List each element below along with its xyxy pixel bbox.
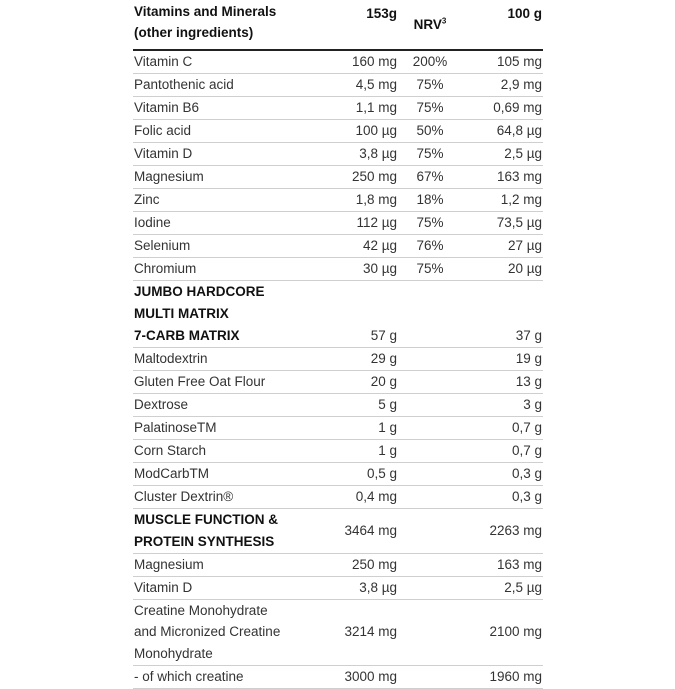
- serving-value: 29 g: [328, 348, 398, 371]
- serving-value: 112 µg: [328, 212, 398, 235]
- subsection-title: 7-CARB MATRIX: [133, 325, 328, 348]
- header-nrv: NRV$^3$: [398, 0, 462, 50]
- nrv-value: 75%: [398, 212, 462, 235]
- per100-value: 1960 mg: [462, 665, 543, 688]
- table-row: [133, 665, 543, 688]
- table-row: [133, 166, 543, 189]
- serving-value: 3,8 µg: [328, 143, 398, 166]
- header-per-100g: 100 g: [462, 0, 543, 50]
- nrv-value: 75%: [398, 258, 462, 281]
- ingredient-name: Cluster Dextrin®: [133, 486, 328, 509]
- serving-value: 250 mg: [328, 553, 398, 576]
- per100-value: 2100 mg: [462, 599, 543, 665]
- table-row: [133, 553, 543, 576]
- ingredient-name: Folic acid: [133, 120, 328, 143]
- nrv-value: 67%: [398, 166, 462, 189]
- section-title-row: [133, 281, 543, 304]
- section-title-line1: JUMBO HARDCORE: [134, 284, 265, 299]
- per100-value: 0,3 g: [462, 463, 543, 486]
- section-title-line2: MULTI MATRIX: [134, 306, 229, 321]
- table-row: [133, 417, 543, 440]
- per100-value: 163 mg: [462, 553, 543, 576]
- serving-value: 5 g: [328, 394, 398, 417]
- per100-value: 73,5 µg: [462, 212, 543, 235]
- table-row: [133, 258, 543, 281]
- table-row: [133, 576, 543, 599]
- ingredient-name: Maltodextrin: [133, 348, 328, 371]
- per100-value: 19 g: [462, 348, 543, 371]
- per100-value: 1,2 mg: [462, 189, 543, 212]
- subsection-title-row: [133, 325, 543, 348]
- nrv-value: 18%: [398, 189, 462, 212]
- nutrition-table-container: [133, 0, 543, 689]
- serving-value: 0,5 g: [328, 463, 398, 486]
- section-title-row: [133, 303, 543, 325]
- ingredient-name: Magnesium: [133, 553, 328, 576]
- table-row: [133, 463, 543, 486]
- serving-value: 160 mg: [328, 50, 398, 74]
- nrv-value: 76%: [398, 235, 462, 258]
- serving-value: 20 g: [328, 371, 398, 394]
- section-title-row: [133, 509, 543, 554]
- serving-value: 3464 mg: [328, 509, 398, 554]
- ingredient-name: Gluten Free Oat Flour: [133, 371, 328, 394]
- ingredient-name: - of which creatine: [133, 665, 328, 688]
- serving-value: 1 g: [328, 417, 398, 440]
- ingredient-name: Corn Starch: [133, 440, 328, 463]
- table-header-row: [133, 0, 543, 50]
- serving-value: 3,8 µg: [328, 576, 398, 599]
- per100-value: 2,5 µg: [462, 576, 543, 599]
- nutrition-table: [133, 0, 543, 689]
- per100-value: 0,3 g: [462, 486, 543, 509]
- ingredient-name: Dextrose: [133, 394, 328, 417]
- serving-value: 4,5 mg: [328, 74, 398, 97]
- table-row: [133, 50, 543, 74]
- serving-value: 250 mg: [328, 166, 398, 189]
- table-row: [133, 143, 543, 166]
- per100-value: 0,69 mg: [462, 97, 543, 120]
- per100-value: 105 mg: [462, 50, 543, 74]
- section-title: MUSCLE FUNCTION & PROTEIN SYNTHESIS: [133, 509, 328, 554]
- per100-value: 0,7 g: [462, 440, 543, 463]
- table-row: [133, 599, 543, 665]
- ingredient-name: Iodine: [133, 212, 328, 235]
- per100-value: 20 µg: [462, 258, 543, 281]
- ingredient-name: Zinc: [133, 189, 328, 212]
- ingredient-name: Vitamin D: [133, 143, 328, 166]
- table-row: [133, 212, 543, 235]
- per100-value: 13 g: [462, 371, 543, 394]
- serving-value: 0,4 mg: [328, 486, 398, 509]
- per100-value: 163 mg: [462, 166, 543, 189]
- per100-value: 64,8 µg: [462, 120, 543, 143]
- nrv-value: 75%: [398, 74, 462, 97]
- table-row: [133, 97, 543, 120]
- serving-value: 3214 mg: [328, 599, 398, 665]
- serving-value: 1,1 mg: [328, 97, 398, 120]
- ingredient-name: Pantothenic acid: [133, 74, 328, 97]
- nrv-footnote-marker: 3: [441, 16, 447, 25]
- per100-value: 3 g: [462, 394, 543, 417]
- nrv-value: 75%: [398, 143, 462, 166]
- table-row: [133, 394, 543, 417]
- per100-value: 27 µg: [462, 235, 543, 258]
- serving-value: 1 g: [328, 440, 398, 463]
- serving-value: 57 g: [328, 325, 398, 348]
- header-ingredients-label: Vitamins and Minerals (other ingredients): [133, 0, 328, 50]
- ingredient-name: Creatine Monohydrate and Micronized Creatine Monohydrate: [133, 599, 328, 665]
- table-row: [133, 120, 543, 143]
- ingredient-name: Vitamin C: [133, 50, 328, 74]
- per100-value: 2,9 mg: [462, 74, 543, 97]
- table-row: [133, 189, 543, 212]
- ingredient-name: Vitamin D: [133, 576, 328, 599]
- serving-value: 1,8 mg: [328, 189, 398, 212]
- ingredient-name: PalatinoseTM: [133, 417, 328, 440]
- nrv-value: 50%: [398, 120, 462, 143]
- ingredient-name: Magnesium: [133, 166, 328, 189]
- header-serving: 153g: [328, 0, 398, 50]
- table-row: [133, 440, 543, 463]
- table-row: [133, 348, 543, 371]
- ingredient-name: Vitamin B6: [133, 97, 328, 120]
- serving-value: 3000 mg: [328, 665, 398, 688]
- nrv-value: 75%: [398, 97, 462, 120]
- ingredient-name: ModCarbTM: [133, 463, 328, 486]
- ingredient-name: Selenium: [133, 235, 328, 258]
- serving-value: 100 µg: [328, 120, 398, 143]
- per100-value: 2,5 µg: [462, 143, 543, 166]
- nrv-value: 200%: [398, 50, 462, 74]
- table-row: [133, 74, 543, 97]
- ingredient-name: Chromium: [133, 258, 328, 281]
- serving-value: 30 µg: [328, 258, 398, 281]
- serving-value: 42 µg: [328, 235, 398, 258]
- per100-value: 37 g: [462, 325, 543, 348]
- table-row: [133, 371, 543, 394]
- table-row: [133, 486, 543, 509]
- per100-value: 2263 mg: [462, 509, 543, 554]
- per100-value: 0,7 g: [462, 417, 543, 440]
- table-row: [133, 235, 543, 258]
